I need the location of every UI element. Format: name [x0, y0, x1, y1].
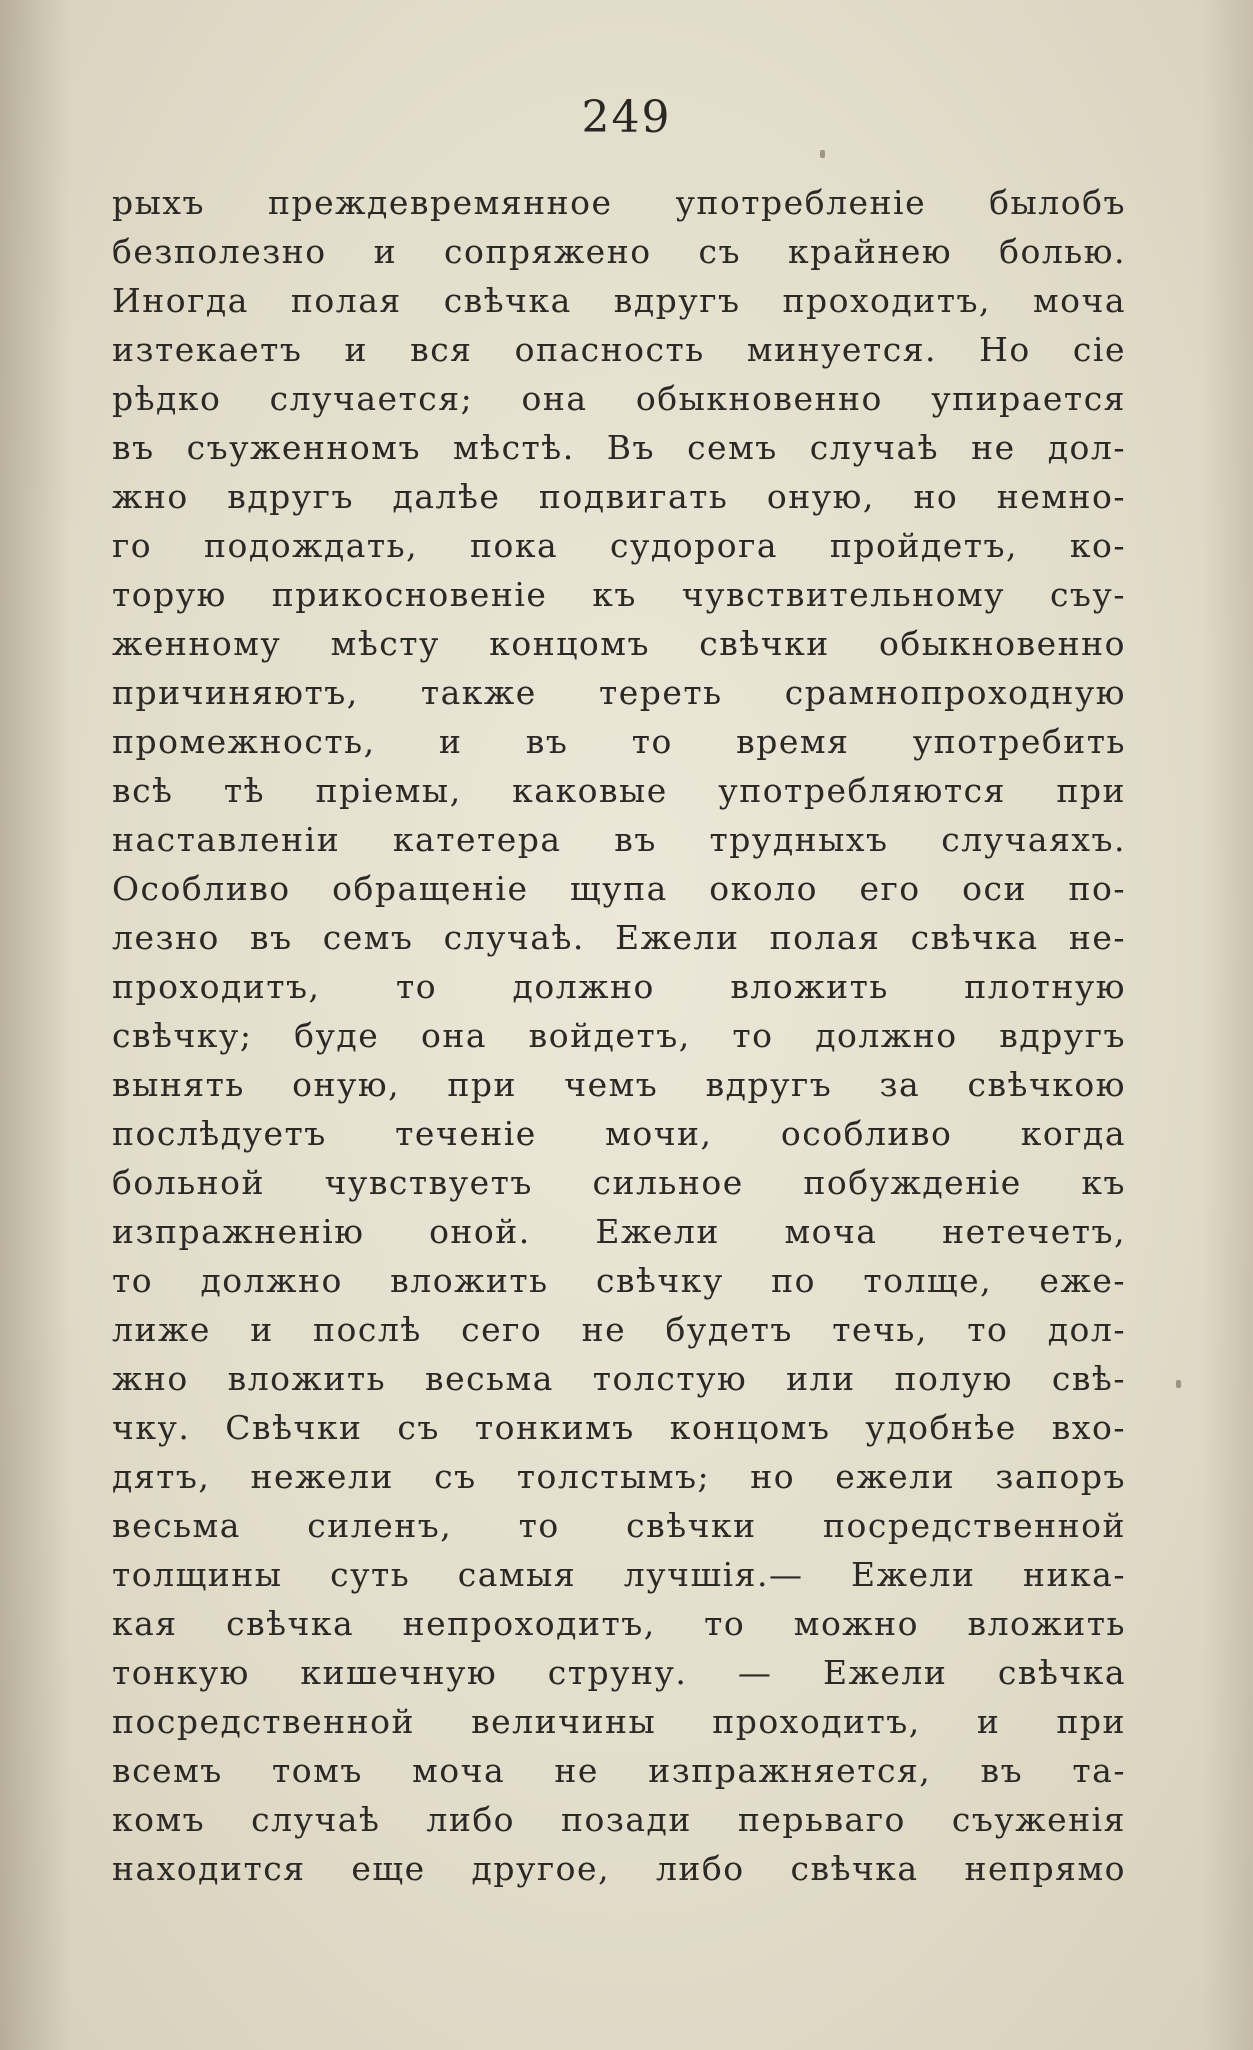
text-line: то должно вложить свѣчку по толще, еже- [112, 1261, 1126, 1300]
body-text [112, 178, 1126, 1893]
text-line: кая свѣчка непроходитъ, то можно вложить [112, 1604, 1126, 1643]
text-line: наставленіи катетера въ трудныхъ случаяхъ. [112, 820, 1126, 859]
text-line: дятъ, нежели съ толстымъ; но ежели запоръ [112, 1457, 1126, 1496]
text-line: проходитъ, то должно вложить плотную [112, 967, 1126, 1006]
text-line: женному мѣсту концомъ свѣчки обыкновенно [112, 624, 1126, 663]
text-line: Иногда полая свѣчка вдругъ проходитъ, моча [112, 281, 1126, 320]
paper-speck [1176, 1380, 1181, 1388]
text-line: вынять оную, при чемъ вдругъ за свѣчкою [112, 1065, 1126, 1104]
text-line: промежность, и въ то время употребить [112, 722, 1126, 761]
text-line: всемъ томъ моча не изпражняется, въ та- [112, 1751, 1126, 1790]
text-line: находится еще другое, либо свѣчка непрямо [112, 1849, 1126, 1888]
text-line: тонкую кишечную струну. — Ежели свѣчка [112, 1653, 1126, 1692]
text-line: го подождать, пока судорога пройдетъ, ко- [112, 526, 1126, 565]
text-line: въ съуженномъ мѣстѣ. Въ семъ случаѣ не дол- [112, 428, 1126, 467]
text-line: больной чувствуетъ сильное побужденіе къ [112, 1163, 1126, 1202]
spine-shadow [0, 0, 70, 2050]
page-number: 249 [581, 92, 672, 143]
text-line: посредственной величины проходитъ, и при [112, 1702, 1126, 1741]
text-line: чку. Свѣчки съ тонкимъ концомъ удобнѣе вхо- [112, 1408, 1126, 1447]
text-line: изпражненію оной. Ежели моча нетечетъ, [112, 1212, 1126, 1251]
text-line: послѣдуетъ теченіе мочи, особливо когда [112, 1114, 1126, 1153]
text-line: причиняютъ, также тереть срамнопроходную [112, 673, 1126, 712]
text-line: лиже и послѣ сего не будетъ течь, то дол- [112, 1310, 1126, 1349]
text-line: всѣ тѣ пріемы, каковые употребляются при [112, 771, 1126, 810]
text-line: торую прикосновеніе къ чувствительному съу- [112, 575, 1126, 614]
text-line: свѣчку; буде она войдетъ, то должно вдругъ [112, 1016, 1126, 1055]
text-line: весьма силенъ, то свѣчки посредственной [112, 1506, 1126, 1545]
text-line: рыхъ преждевремянное употребленіе былобъ [112, 183, 1126, 222]
text-line: толщины суть самыя лучшія.— Ежели ника- [112, 1555, 1126, 1594]
text-line: безполезно и сопряжено съ крайнею болью. [112, 232, 1126, 271]
text-line: лезно въ семъ случаѣ. Ежели полая свѣчка не- [112, 918, 1126, 957]
paper-speck [820, 150, 825, 158]
page-edge-shadow [1203, 0, 1253, 2050]
text-line: Особливо обращеніе щупа около его оси по- [112, 869, 1126, 908]
text-line: рѣдко случается; она обыкновенно упирается [112, 379, 1126, 418]
text-line: жно вдругъ далѣе подвигать оную, но немно- [112, 477, 1126, 516]
text-line: изтекаетъ и вся опасность минуется. Но сіе [112, 330, 1126, 369]
text-line: комъ случаѣ либо позади перьваго съуженія [112, 1800, 1126, 1839]
text-line: жно вложить весьма толстую или полую свѣ- [112, 1359, 1126, 1398]
